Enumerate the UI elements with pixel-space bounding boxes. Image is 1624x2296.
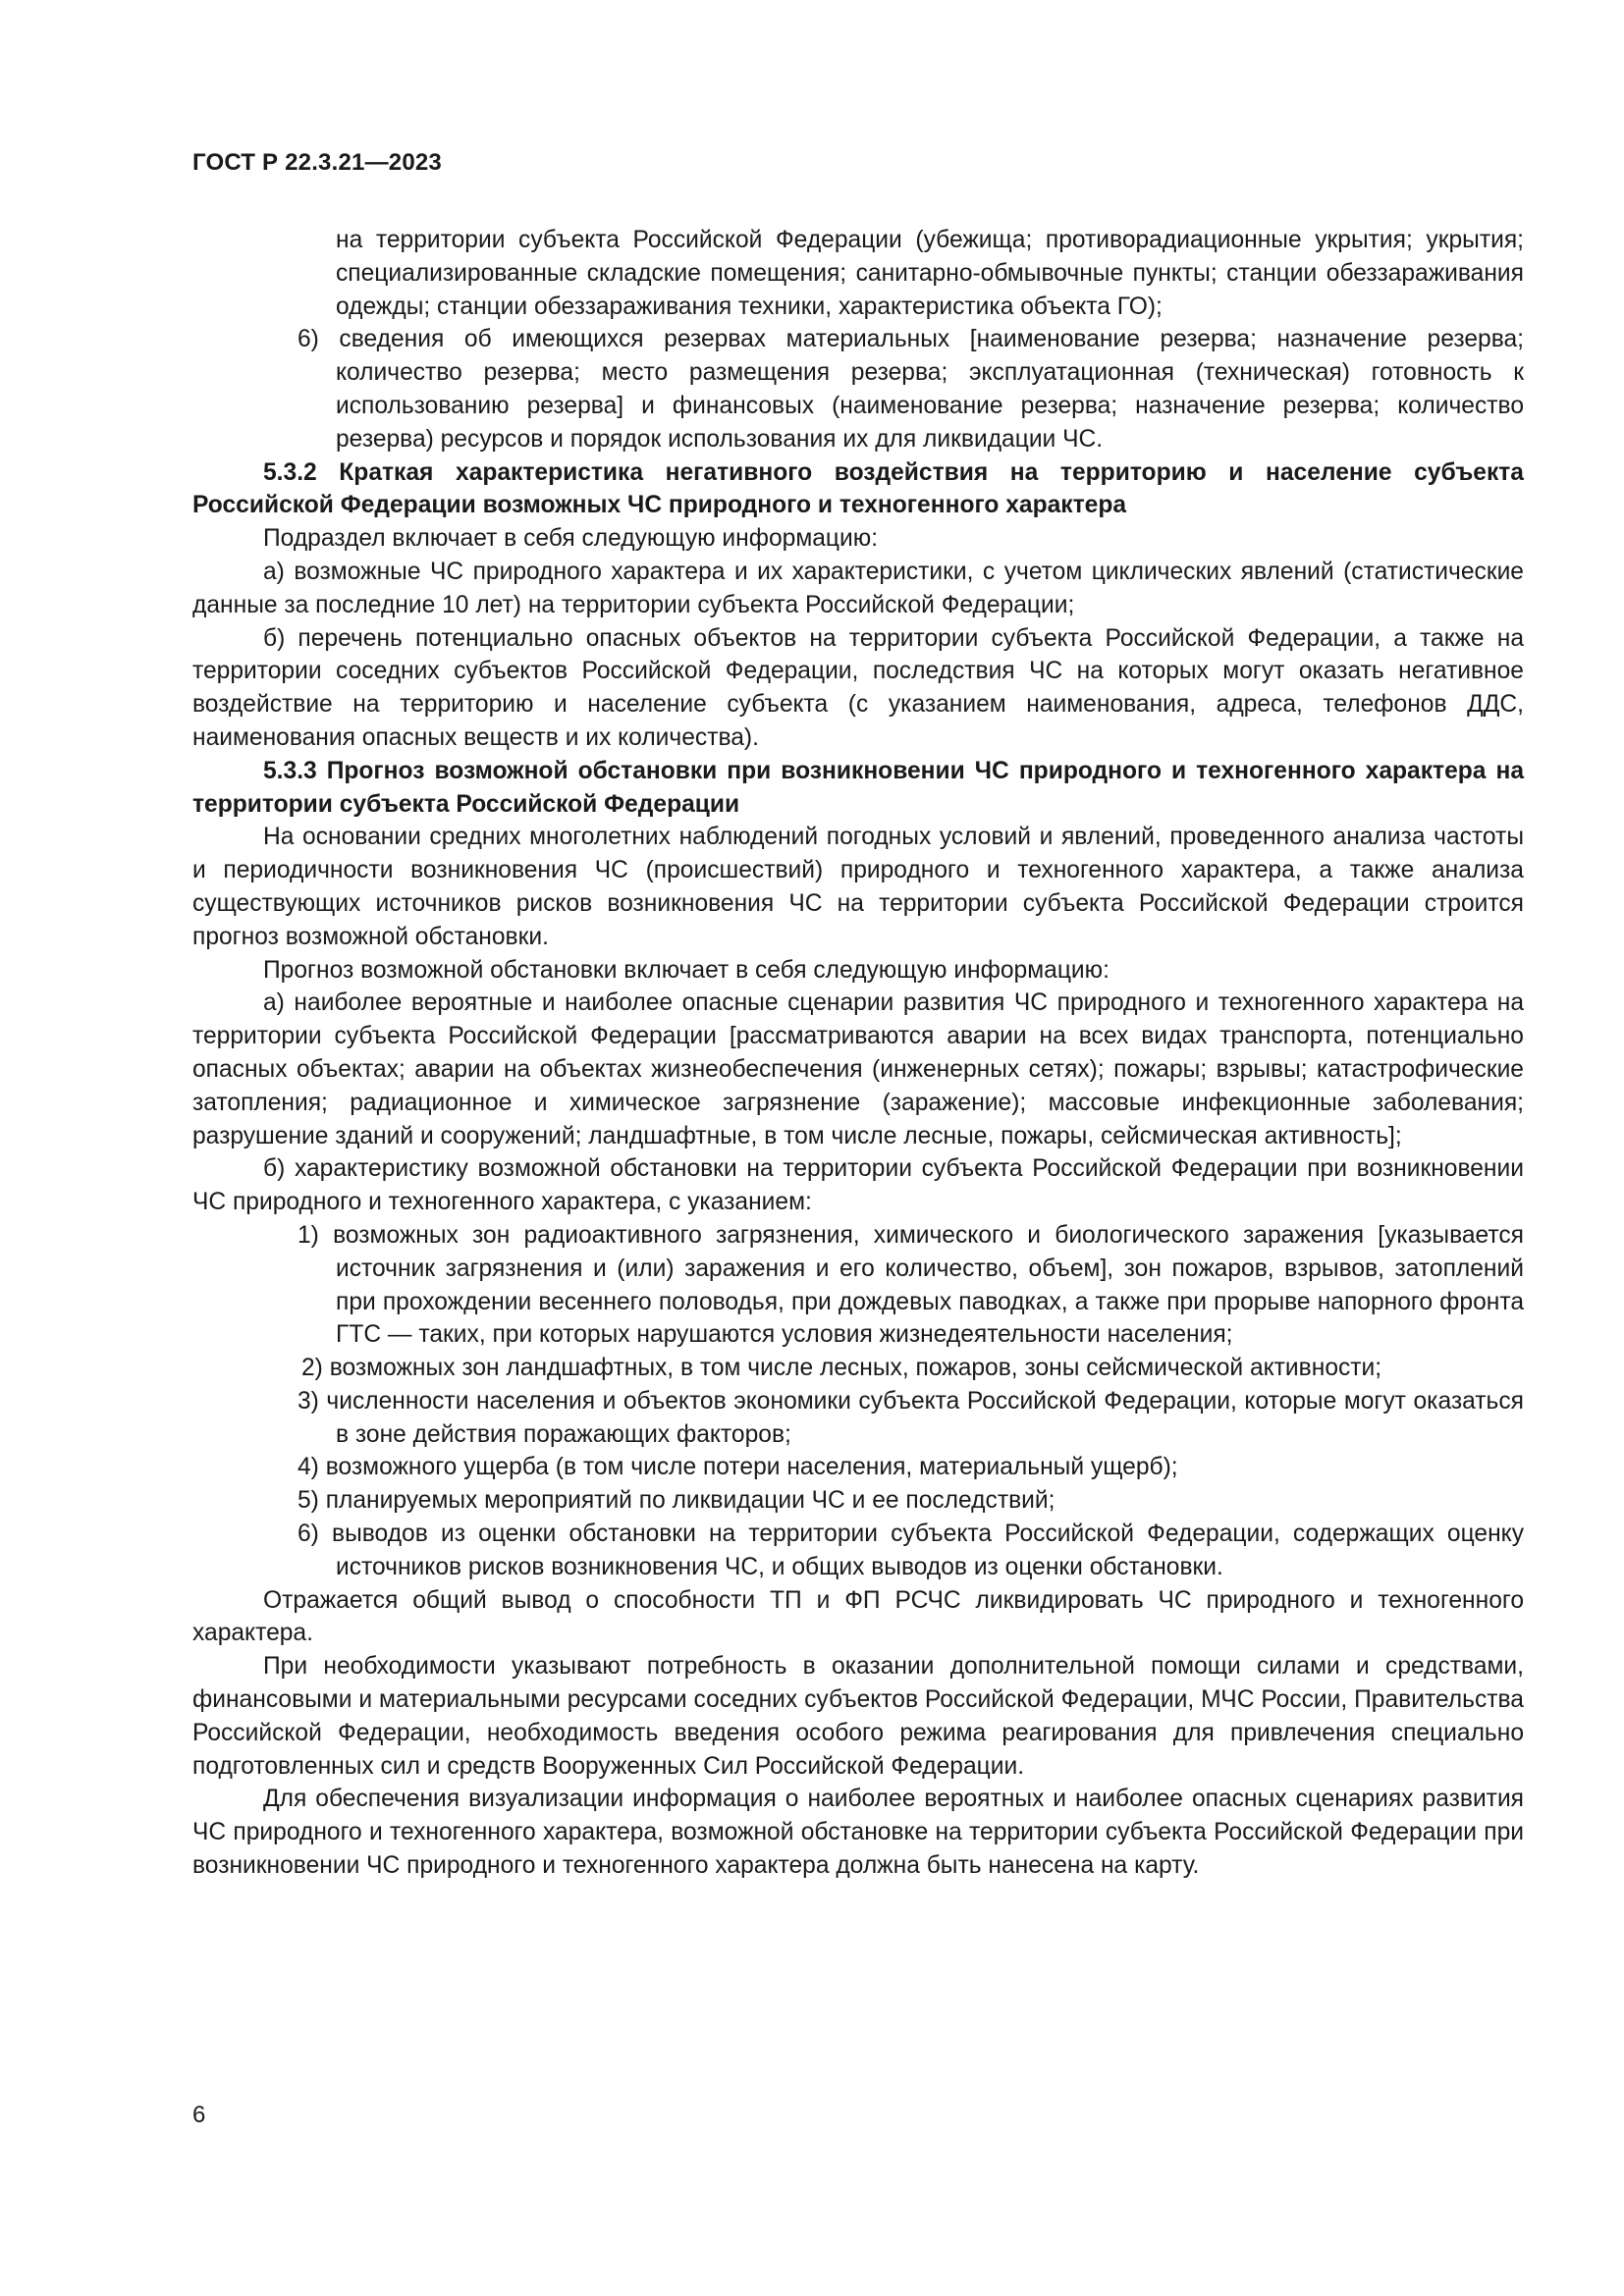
paragraph-item-b-situation: б) характеристику возможной обстановки на территории субъекта Российской Федерации при возникновении ЧС природного и техногенного характера, с указанием: <box>192 1155 1524 1216</box>
list-item-reserves: 6) сведения об имеющихся резервах материальных [наименование резерва; назначение резерва; количество резерва; место размещения резерва; эксплуатационная (техническая) готовность к использованию резерва] и финансовых (наименование резерва; назначение резерва; количество резерва) ресурсов и порядок использования их для ликвидации ЧС. <box>298 326 1524 453</box>
list-item-5-measures: 5) планируемых мероприятий по ликвидации ЧС и ее последствий; <box>298 1487 1056 1515</box>
list-item-1-zones: 1) возможных зон радиоактивного загрязнения, химического и биологического заражения [указывается источник загрязнения и (или) заражения и его количество, объем], зон пожаров, взрывов, затоплений при прохождении весеннего половодья, при дождевых паводках, а также при прорыве напорного фронта ГТС — таких, при которых нарушаются условия жизнедеятельности населения; <box>298 1221 1524 1349</box>
paragraph-item-b-hazardous-objects: б) перечень потенциально опасных объектов на территории субъекта Российской Федерации, а также на территории соседних субъектов Российской Федерации, последствия ЧС на которых могут оказать негативное воздействие на территорию и население субъекта (с указанием наименования, адреса, телефонов ДДС, наименования опасных веществ и их количества). <box>192 624 1524 751</box>
paragraph-forecast-intro: Прогноз возможной обстановки включает в себя следующую информацию: <box>263 956 1110 984</box>
paragraph-additional-help: При необходимости указывают потребность в оказании дополнительной помощи силами и средствами, финансовыми и материальными ресурсами соседних субъектов Российской Федерации, МЧС России, Правительства Российской Федерации, необходимость введения особого режима реагирования для привлечения специально подготовленных сил и средств Вооруженных Сил Российской Федерации. <box>192 1653 1524 1780</box>
list-item-2-fire-zones: 2) возможных зон ландшафтных, в том числе лесных, пожаров, зоны сейсмической активности; <box>301 1355 1382 1382</box>
document-header-code: ГОСТ Р 22.3.21—2023 <box>192 149 442 176</box>
section-heading-5-3-3: 5.3.3 Прогноз возможной обстановки при возникновении ЧС природного и техногенного характера на территории субъекта Российской Федерации <box>192 757 1524 818</box>
paragraph-forecast-basis: На основании средних многолетних наблюдений погодных условий и явлений, проведенного анализа частоты и периодичности возникновения ЧС (происшествий) природного и техногенного характера, а также анализа существующих источников рисков возникновения ЧС на территории субъекта Российской Федерации строится прогноз возможной обстановки. <box>192 824 1524 950</box>
document-body <box>192 224 1524 1883</box>
section-heading-5-3-2: 5.3.2 Краткая характеристика негативного воздействия на территорию и население субъекта Российской Федерации возможных ЧС природного и техногенного характера <box>192 458 1524 519</box>
paragraph-item-a-scenarios: а) наиболее вероятные и наиболее опасные сценарии развития ЧС природного и техногенного характера на территории субъекта Российской Федерации [рассматриваются аварии на всех видах транспорта, потенциально опасных объектах; аварии на объектах жизнеобеспечения (инженерных сетях); пожары; взрывы; катастрофические затопления; радиационное и химическое загрязнение (заражение); массовые инфекционные заболевания; разрушение зданий и сооружений; ландшафтные, в том числе лесные, пожары, сейсмическая активность]; <box>192 989 1524 1149</box>
paragraph-general-conclusion: Отражается общий вывод о способности ТП и ФП РСЧС ликвидировать ЧС природного и техногенного характера. <box>192 1586 1524 1647</box>
paragraph-visualization: Для обеспечения визуализации информация о наиболее вероятных и наиболее опасных сценариях развития ЧС природного и техногенного характера, возможной обстановке на территории субъекта Российской Федерации при возникновении ЧС природного и техногенного характера должна быть нанесена на карту. <box>192 1786 1524 1880</box>
list-item-continuation: на территории субъекта Российской Федерации (убежища; противорадиационные укрытия; укрытия; специализированные складские помещения; санитарно-обмывочные пункты; станции обеззараживания одежды; станции обеззараживания техники, характеристика объекта ГО); <box>336 227 1524 320</box>
list-item-6-conclusions: 6) выводов из оценки обстановки на территории субъекта Российской Федерации, содержащих оценку источников рисков возникновения ЧС, и общих выводов из оценки обстановки. <box>298 1521 1524 1580</box>
list-item-4-damage: 4) возможного ущерба (в том числе потери населения, материальный ущерб); <box>298 1454 1178 1481</box>
page-number: 6 <box>192 2102 206 2128</box>
list-item-3-population: 3) численности населения и объектов экономики субъекта Российской Федерации, которые могут оказаться в зоне действия поражающих факторов; <box>298 1387 1524 1448</box>
paragraph-subsection-intro: Подраздел включает в себя следующую информацию: <box>263 525 879 553</box>
paragraph-item-a-natural: а) возможные ЧС природного характера и их характеристики, с учетом циклических явлений (статистические данные за последние 10 лет) на территории субъекта Российской Федерации; <box>192 558 1524 618</box>
